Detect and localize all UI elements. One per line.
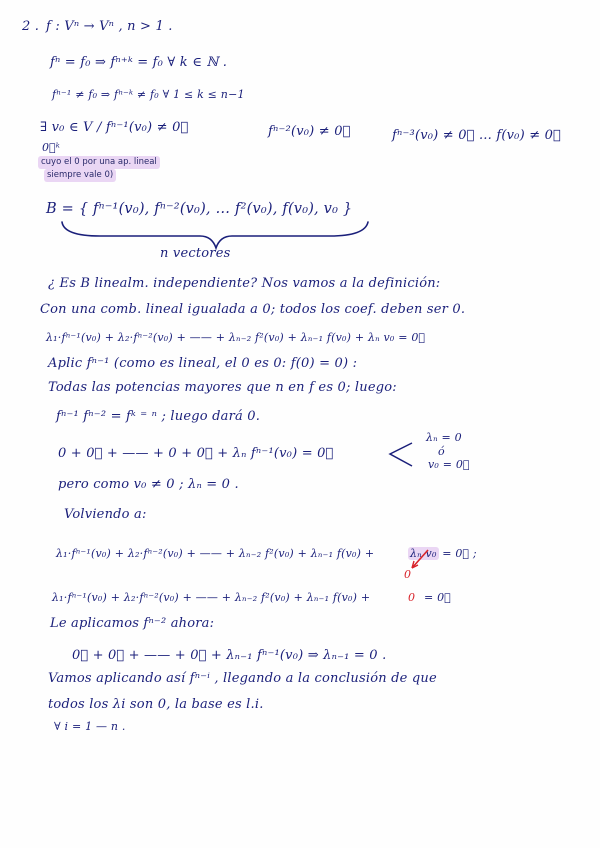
crossed-term: λₙ v₀ — [410, 547, 437, 560]
linear-combination-eq: λ₁·fⁿ⁻¹(v₀) + λ₂·fⁿ⁻²(v₀) + —— + λₙ₋₂ f²(v₀) + λₙ₋₁ f(v₀) + λₙ v₀ = 0⃗ — [46, 331, 426, 344]
definition-line: Con una comb. lineal igualada a 0; todos los coef. deben ser 0. — [40, 302, 466, 317]
conclusion-line: todos los λi son 0, la base es l.i. — [48, 697, 264, 712]
lower-powers-line: fⁿ⁻¹ ≠ f₀ ⇒ fⁿ⁻ᵏ ≠ f₀ ∀ 1 ≤ k ≤ n−1 — [52, 88, 245, 101]
power-product-line: fⁿ⁻¹ fⁿ⁻² = fᵏ ⁼ ⁿ ; luego dará 0. — [56, 409, 261, 424]
fn2-nonzero: fⁿ⁻²(v₀) ≠ 0⃗ — [268, 124, 351, 139]
but-v0-nonzero: pero como v₀ ≠ 0 ; λₙ = 0 . — [58, 477, 239, 492]
exercise-number: 2 . — [22, 19, 40, 34]
basis-definition: B = { fⁿ⁻¹(v₀), fⁿ⁻²(v₀), … f²(v₀), f(v₀), v₀ } — [46, 201, 353, 217]
exists-v0-line: ∃ v₀ ∈ V / fⁿ⁻¹(v₀) ≠ 0⃗ — [40, 120, 189, 135]
reduced-eq: 0 + 0⃗ + —— + 0 + 0⃗ + λₙ fⁿ⁻¹(v₀) = 0⃗ — [58, 446, 334, 461]
returning-label: Volviendo a: — [64, 507, 147, 522]
nilpotent-line: fⁿ = f₀ ⇒ fⁿ⁺ᵏ = f₀ ∀ k ∈ ℕ . — [50, 55, 228, 70]
zero-superscript: 0⃗ᵏ — [42, 141, 61, 154]
v0-zero: v₀ = 0⃗ — [428, 458, 470, 471]
correction-zero: 0 — [404, 568, 412, 581]
apply-fn2-line: Le aplicamos fⁿ⁻² ahora: — [50, 616, 215, 631]
lambda-n-zero: λₙ = 0 — [426, 431, 462, 444]
for-all-i: ∀ i = 1 — n . — [54, 720, 126, 733]
or-label: ó — [438, 445, 445, 458]
map-statement: f : Vⁿ → Vⁿ , n > 1 . — [46, 19, 173, 34]
apply-fn1-line: Aplic fⁿ⁻¹ (como es lineal, el 0 es 0: f(0) = 0) : — [48, 356, 358, 371]
question-li: ¿ Es B linealm. independiente? Nos vamos a la definición: — [48, 276, 441, 291]
fn3-nonzero-chain: fⁿ⁻³(v₀) ≠ 0⃗ … f(v₀) ≠ 0⃗ — [392, 128, 561, 143]
iterating-line: Vamos aplicando así fⁿ⁻ⁱ , llegando a la conclusión de que — [48, 671, 437, 686]
higher-powers-line: Todas las potencias mayores que n en f es 0; luego: — [48, 380, 397, 395]
margin-note-2: siempre vale 0) — [44, 169, 116, 182]
implication-arrow — [386, 440, 416, 470]
eq-with-zero: λ₁·fⁿ⁻¹(v₀) + λ₂·fⁿ⁻²(v₀) + —— + λₙ₋₂ f²(v₀) + λₙ₋₁ f(v₀) + — [52, 591, 371, 604]
eq-zero-term: 0 — [408, 591, 416, 604]
eq-with-zero-tail: = 0⃗ — [424, 591, 451, 604]
eq-revisited: λ₁·fⁿ⁻¹(v₀) + λ₂·fⁿ⁻²(v₀) + —— + λₙ₋₂ f²(v₀) + λₙ₋₁ f(v₀) + — [56, 547, 375, 560]
lambda-n1-eq: 0⃗ + 0⃗ + —— + 0⃗ + λₙ₋₁ fⁿ⁻¹(v₀) ⇒ λₙ₋₁ = 0 . — [72, 648, 387, 663]
n-vectors-label: n vectores — [160, 246, 231, 261]
margin-note-1: cuyo el 0 por una ap. lineal — [38, 156, 160, 169]
eq-revisited-tail: = 0⃗ ; — [442, 547, 477, 560]
